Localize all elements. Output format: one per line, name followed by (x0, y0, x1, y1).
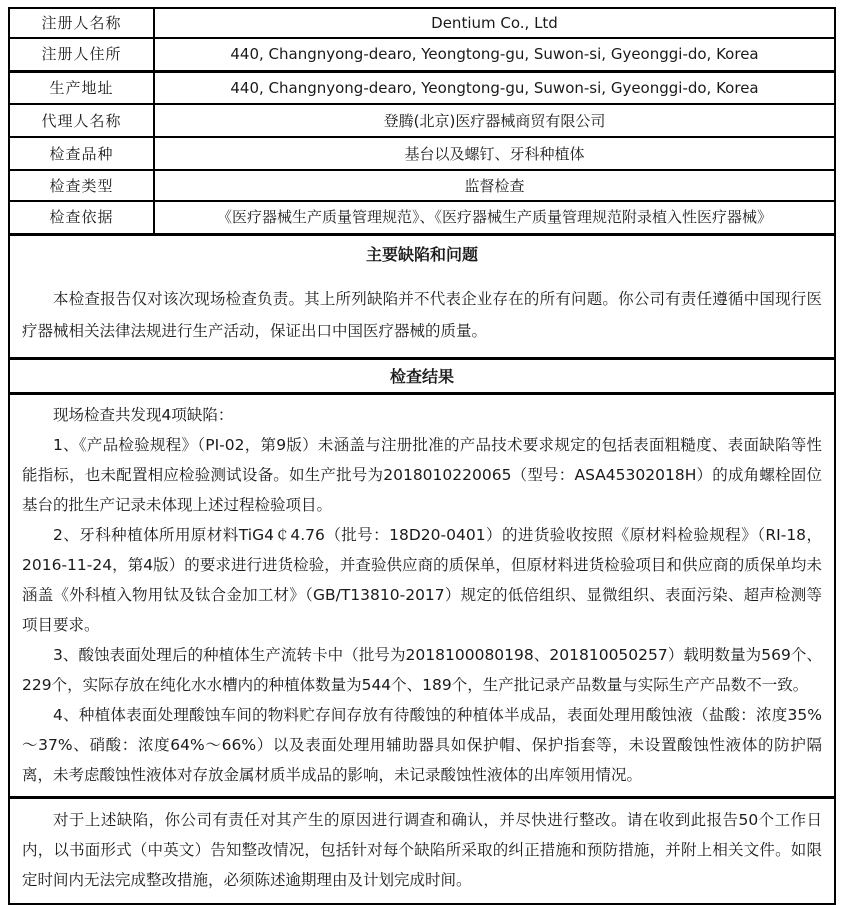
table-row-results-header (9, 359, 835, 394)
field-value-inspection-type: 监督检查 (154, 170, 835, 201)
closing-paragraph: 对于上述缺陷，你公司有责任对其产生的原因进行调查和确认，并尽快进行整改。请在收到此报告50个工作日内，以书面形式（中英文）告知整改情况，包括针对每个缺陷所采取的纠正措施和预防措施，并附上相关文件。如限定时间内无法完成整改措施，必须陈述逾期理由及计划完成时间。 (22, 811, 822, 890)
field-value-production-address: 440, Changnyong-dearo, Yeongtong-gu, Suwon-si, Gyeonggi-do, Korea (154, 71, 835, 104)
field-value-registrant-name: Dentium Co., Ltd (154, 8, 835, 38)
results-section-heading: 检查结果 (9, 359, 835, 394)
field-label-inspection-variety: 检查品种 (9, 137, 154, 170)
defects-disclaimer-paragraph: 本检查报告仅对该次现场检查负责。其上所列缺陷并不代表企业存在的所有问题。你公司有责任遵循中国现行医疗器械相关法律法规进行生产活动，保证出口中国医疗器械的质量。 (22, 290, 822, 341)
defect-item-1: 1、《产品检验规程》（PI-02，第9版）未涵盖与注册批准的产品技术要求规定的包括表面粗糙度、表面缺陷等性能指标，也未配置相应检验测试设备。如生产批号为2018010220065（型号：ASA45302018H）的成角螺栓固位基台的批生产记录未体现上述过程检验项目。 (22, 436, 822, 515)
table-row-closing (9, 798, 835, 905)
field-label-inspection-basis: 检查依据 (9, 201, 154, 234)
defect-item-2: 2、牙科种植体所用原材料TiG4￠4.76（批号：18D20-0401）的进货验收按照《原材料检验规程》（RI-18，2016-11-24，第4版）的要求进行进货检验，并查验供应商的质保单，但原材料进货检验项目和供应商的质保单均未涵盖《外科植入物用钛及钛合金加工材》（GB/T13810-2017）规定的低倍组织、显微组织、表面污染、超声检测等项目要求。 (22, 526, 822, 635)
table-row-inspection-variety (9, 137, 835, 170)
table-row-inspection-type (9, 170, 835, 201)
field-label-production-address: 生产地址 (9, 71, 154, 104)
table-row-registrant-address (9, 38, 835, 71)
field-label-inspection-type: 检查类型 (9, 170, 154, 201)
defects-section-heading: 主要缺陷和问题 (365, 244, 478, 264)
table-row-defects-section (9, 234, 835, 359)
results-content-cell (9, 394, 835, 798)
field-value-registrant-address: 440, Changnyong-dearo, Yeongtong-gu, Suwon-si, Gyeonggi-do, Korea (154, 38, 835, 71)
field-value-agent-name: 登腾(北京)医疗器械商贸有限公司 (154, 104, 835, 137)
defect-item-3: 3、酸蚀表面处理后的种植体生产流转卡中（批号为2018100080198、201810050257）载明数量为569个、229个，实际存放在纯化水水槽内的种植体数量为544个、189个，生产批记录产品数量与实际生产产品数不一致。 (22, 646, 822, 695)
field-label-agent-name: 代理人名称 (9, 104, 154, 137)
field-label-registrant-name: 注册人名称 (9, 8, 154, 38)
table-row-inspection-basis (9, 201, 835, 234)
defects-section-cell (9, 234, 835, 359)
defect-item-4: 4、种植体表面处理酸蚀车间的物料贮存间存放有待酸蚀的种植体半成品，表面处理用酸蚀液（盐酸：浓度35%～37%、硝酸：浓度64%～66%）以及表面处理用辅助器具如保护帽、保护指套等，未设置酸蚀性液体的防护隔离，未考虑酸蚀性液体对存放金属材质半成品的影响，未记录酸蚀性液体的出库领用情况。 (22, 706, 822, 785)
results-intro: 现场检查共发现4项缺陷： (53, 406, 234, 425)
field-value-inspection-basis: 《医疗器械生产质量管理规范》、《医疗器械生产质量管理规范附录植入性医疗器械》 (154, 201, 835, 234)
table-row-production-address (9, 71, 835, 104)
closing-cell (9, 798, 835, 905)
table-row-results-content (9, 394, 835, 798)
field-label-registrant-address: 注册人住所 (9, 38, 154, 71)
table-row-registrant-name (9, 8, 835, 38)
field-value-inspection-variety: 基台以及螺钉、牙科种植体 (154, 137, 835, 170)
inspection-report-table (8, 7, 836, 905)
table-row-agent-name (9, 104, 835, 137)
